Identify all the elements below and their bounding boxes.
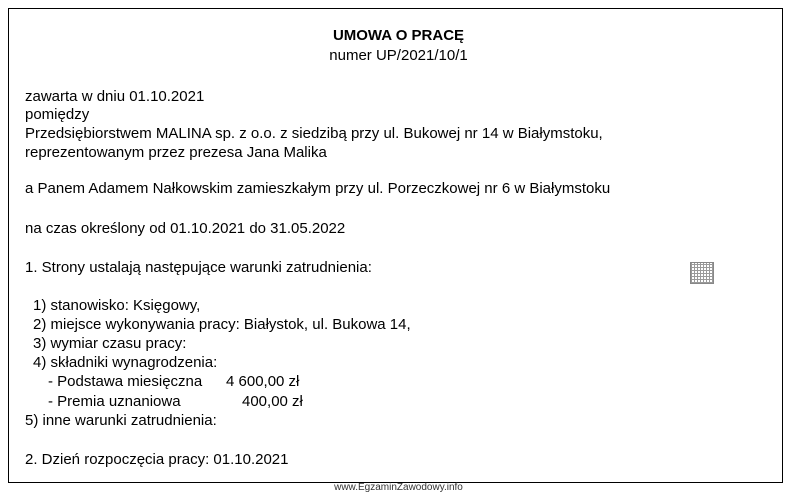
section-1-heading: 1. Strony ustalają następujące warunki zatrudnienia:: [25, 259, 372, 276]
list-item: 4) składniki wynagrodzenia:: [33, 354, 218, 371]
footer-url: www.EgzaminZawodowy.info: [334, 482, 463, 493]
period-line: na czas określony od 01.10.2021 do 31.05.2022: [25, 220, 346, 237]
salary-bonus-label: - Premia uznaniowa: [48, 393, 181, 410]
employer-line: Przedsiębiorstwem MALINA sp. z o.o. z siedzibą przy ul. Bukowej nr 14 w Białymstoku,: [25, 125, 603, 142]
contract-title: UMOWA O PRACĘ: [332, 27, 465, 44]
contract-number: numer UP/2021/10/1: [329, 47, 468, 64]
qr-stamp-icon: [690, 262, 714, 284]
date-line: zawarta w dniu 01.10.2021: [25, 88, 205, 105]
between-line: pomiędzy: [25, 106, 90, 123]
list-item: 3) wymiar czasu pracy:: [33, 335, 187, 352]
list-item-5: 5) inne warunki zatrudnienia:: [25, 412, 217, 429]
list-item: 2) miejsce wykonywania pracy: Białystok, ul. Bukowa 14,: [33, 316, 411, 333]
represented-line: reprezentowanym przez prezesa Jana Malika: [25, 144, 327, 161]
salary-base-label: - Podstawa miesięczna: [48, 373, 203, 390]
salary-bonus-value: 400,00 zł: [242, 393, 303, 410]
list-item: 1) stanowisko: Księgowy,: [33, 297, 201, 314]
employee-line: a Panem Adamem Nałkowskim zamieszkałym przy ul. Porzeczkowej nr 6 w Białymstoku: [25, 180, 611, 197]
section-2-start-date: 2. Dzień rozpoczęcia pracy: 01.10.2021: [25, 451, 289, 468]
salary-base-value: 4 600,00 zł: [226, 373, 300, 390]
